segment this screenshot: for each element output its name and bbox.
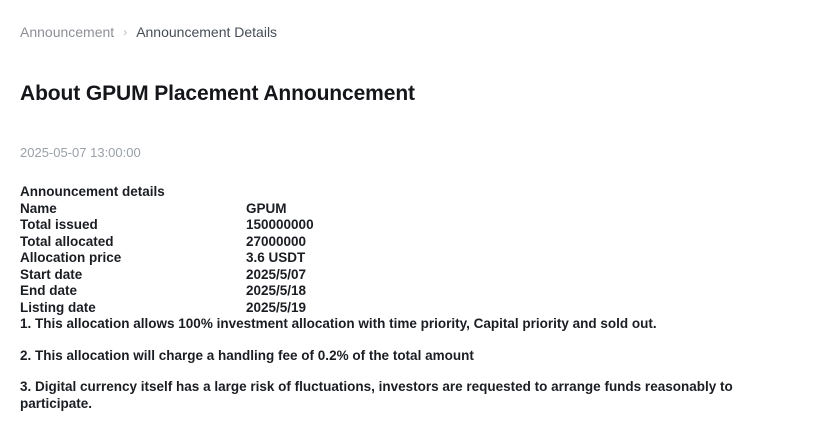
spec-value: GPUM: [246, 200, 287, 216]
chevron-right-icon: ›: [123, 25, 128, 39]
table-row: [20, 267, 314, 284]
spec-label: Total issued: [20, 217, 98, 232]
spec-value: 2025/5/07: [246, 266, 307, 282]
spec-label: Total allocated: [20, 233, 114, 249]
breadcrumb: [20, 22, 798, 42]
table-row: [20, 217, 314, 234]
spec-value: 2025/5/19: [246, 299, 307, 315]
spec-value: 27000000: [246, 233, 307, 249]
spec-label: Listing date: [20, 299, 96, 315]
announcement-details-table: [20, 201, 314, 317]
spec-value: 3.6 USDT: [246, 250, 306, 265]
table-row: [20, 201, 314, 218]
spec-label: Name: [20, 200, 57, 216]
announcement-note-1: 1. This allocation allows 100% investment allocation with time priority, Capital priority and sold out.: [20, 316, 657, 331]
table-row: [20, 250, 314, 267]
spec-label: Allocation price: [20, 250, 122, 265]
page-title: About GPUM Placement Announcement: [20, 82, 415, 105]
announcement-note-3: 3. Digital currency itself has a large risk of fluctuations, investors are requested to arrange funds reasonably to participate.: [20, 379, 733, 411]
table-row: [20, 283, 314, 300]
details-heading: Announcement details: [20, 184, 165, 199]
announcement-note-2: 2. This allocation will charge a handling fee of 0.2% of the total amount: [20, 347, 474, 363]
announcement-body: [20, 161, 798, 412]
table-row: [20, 234, 314, 251]
breadcrumb-item-announcement-details: Announcement Details: [136, 24, 278, 40]
spec-value: 150000000: [246, 217, 314, 232]
publish-timestamp: 2025-05-07 13:00:00: [20, 145, 141, 160]
breadcrumb-item-announcement[interactable]: Announcement: [20, 24, 115, 40]
spec-value: 2025/5/18: [246, 283, 307, 298]
table-row: [20, 300, 314, 317]
spec-label: Start date: [20, 266, 83, 282]
spec-label: End date: [20, 283, 78, 298]
